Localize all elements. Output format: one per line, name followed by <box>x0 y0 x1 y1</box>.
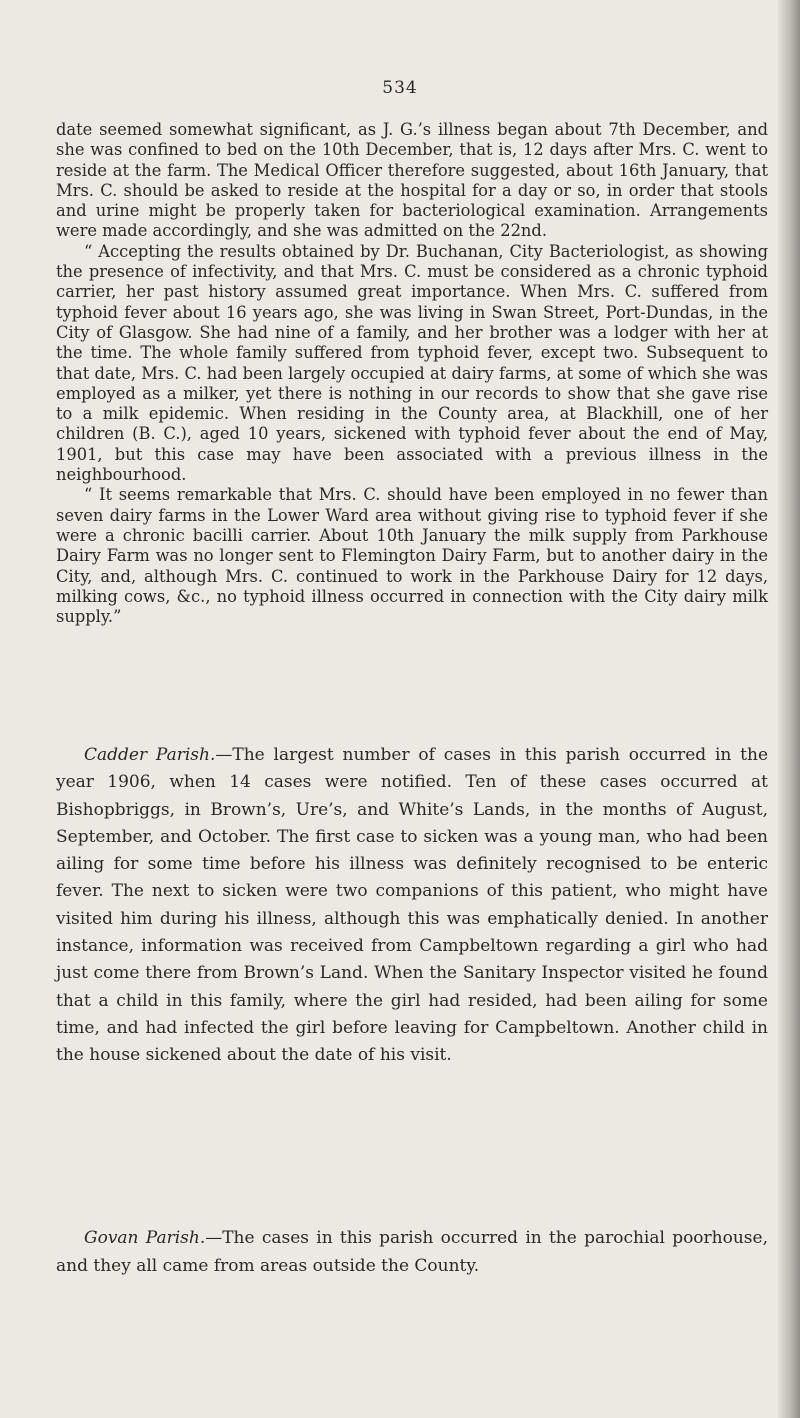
section-govan-parish <box>56 1225 768 1280</box>
scan-edge-shadow <box>778 0 800 1418</box>
text-block-top <box>56 120 768 627</box>
paragraph: “ It seems remarkable that Mrs. C. should have been employed in no fewer than seven dairy farms in the Lower Ward area without giving rise to typhoid fever if she were a chronic bacilli carrier. About 10th January the milk supply from Parkhouse Dairy Farm was no longer sent to Flemington Dairy Farm, but to another dairy in the City, and, although Mrs. C. continued to work in the Parkhouse Dairy for 12 days, milking cows, &c., no typhoid illness occurred in connection with the City dairy milk supply.” <box>56 485 768 627</box>
section-text: —The cases in this parish occurred in the parochial poorhouse, and they all came from areas outside the County. <box>56 1228 768 1276</box>
page-number: 534 <box>382 78 418 98</box>
section-text: —The largest number of cases in this parish occurred in the year 1906, when 14 cases were notified. Ten of these cases occurred at Bishopbriggs, in Brown’s, Ure’s, and White’s Lands, in the months of August, September, and October. The first case to sicken was a young man, who had been ailing for some time before his illness was definitely recognised to be enteric fever. The next to sicken were two companions of this patient, who might have visited him during his illness, although this was emphatically denied. In another instance, information was received from Campbeltown regarding a girl who had just come there from Brown’s Land. When the Sanitary Inspector visited he found that a child in this family, where the girl had resided, had been ailing for some time, and had infected the girl before leaving for Campbeltown. Another child in the house sickened about the date of his visit. <box>56 745 768 1066</box>
paragraph: “ Accepting the results obtained by Dr. Buchanan, City Bacteriologist, as showing the presence of infectivity, and that Mrs. C. must be considered as a chronic typhoid carrier, her past history assumed great importance. When Mrs. C. suffered from typhoid fever about 16 years ago, she was living in Swan Street, Port-Dundas, in the City of Glasgow. She had nine of a family, and her brother was a lodger with her at the time. The whole family suffered from typhoid fever, except two. Subsequent to that date, Mrs. C. had been largely occupied at dairy farms, at some of which she was employed as a milker, yet there is nothing in our records to show that she gave rise to a milk epidemic. When residing in the County area, at Blackhill, one of her children (B. C.), aged 10 years, sickened with typhoid fever about the end of May, 1901, but this case may have been associated with a previous illness in the neighbourhood. <box>56 241 768 485</box>
section-heading: Govan Parish. <box>84 1228 206 1248</box>
paragraph <box>56 742 768 1070</box>
paragraph: date seemed somewhat significant, as J. G.’s illness began about 7th December, and she was confined to bed on the 10th December, that is, 12 days after Mrs. C. went to reside at the farm. The Medical Officer therefore suggested, about 16th January, that Mrs. C. should be asked to reside at the hospital for a day or so, in order that stools and urine might be properly taken for bacteriological examination. Arrangements were made accordingly, and she was admitted on the 22nd. <box>56 120 768 241</box>
section-heading: Cadder Parish. <box>84 745 216 765</box>
paragraph <box>56 1225 768 1280</box>
section-cadder-parish <box>56 742 768 1070</box>
